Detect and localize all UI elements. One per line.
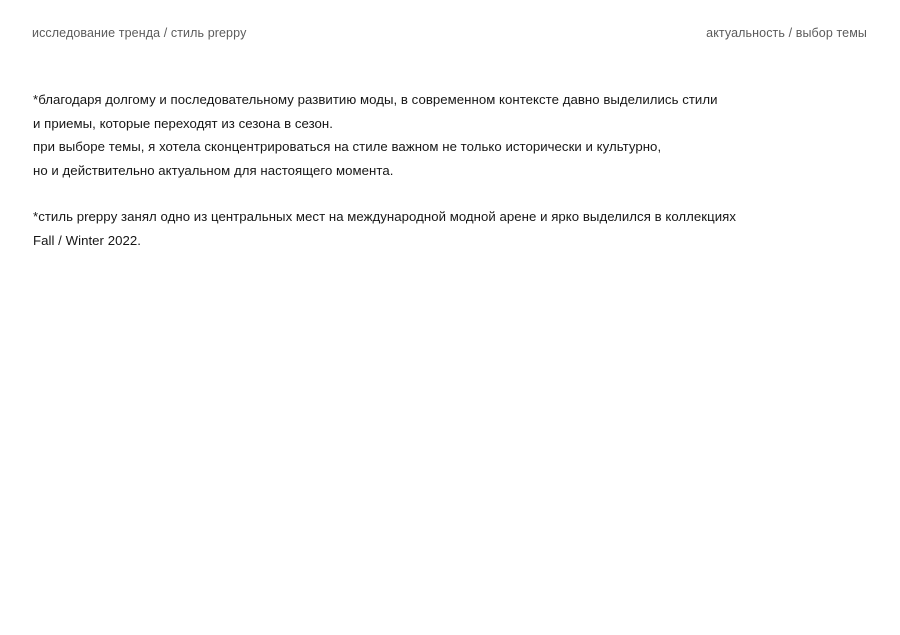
paragraph-2 xyxy=(33,205,860,252)
paragraph-2-line-1 xyxy=(33,205,860,229)
paragraph-1-line-3: при выборе темы, я хотела сконцентрироваться на стиле важном не только исторически и культурно, xyxy=(33,139,662,154)
paragraph-1-line-1 xyxy=(33,88,860,112)
paragraph-1-line-2: и приемы, которые переходят из сезона в сезон. xyxy=(33,115,333,131)
paragraph-1-line-1-text: благодаря долгому и последовательному развитию моды, в современном контексте давно выделились стили xyxy=(38,92,718,107)
header-breadcrumb-right: актуальность / выбор темы xyxy=(706,26,867,40)
header-breadcrumb-left: исследование тренда / стиль preppy xyxy=(32,26,247,40)
slide-body xyxy=(33,88,860,252)
slide-header xyxy=(32,26,867,40)
paragraph-1 xyxy=(33,88,860,182)
paragraph-1-line-4: но и действительно актуальном для настоящего момента. xyxy=(33,162,394,178)
paragraph-1-marker: * xyxy=(33,92,39,107)
paragraph-2-line-1-text: стиль preppy занял одно из центральных мест на международной модной арене и ярко выделился в коллекциях xyxy=(38,209,736,224)
paragraph-2-line-2: Fall / Winter 2022. xyxy=(33,232,141,248)
paragraph-2-marker: * xyxy=(33,209,39,224)
